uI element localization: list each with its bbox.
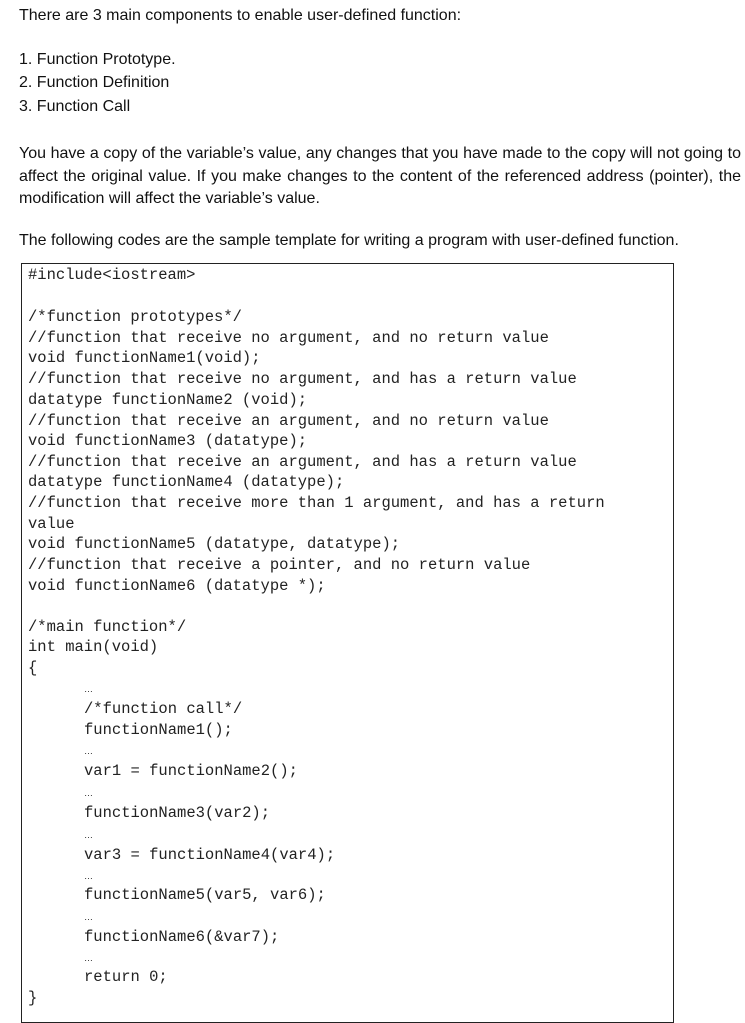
code-line: void functionName3 (datatype); [28, 432, 308, 450]
code-call-line: functionName5(var5, var6); [84, 886, 326, 904]
code-line: //function that receive an argument, and no return value [28, 412, 549, 430]
code-call-line: functionName6(&var7); [84, 928, 280, 946]
explanation-paragraph: You have a copy of the variable’s value, any changes that you have made to the copy will not going to affect the original value. If you make changes to the content of the referenced address (pointer), the modification will affect the variable’s value. [19, 145, 741, 207]
code-open-brace: { [28, 659, 38, 677]
code-call-line: functionName1(); [84, 721, 233, 739]
ellipsis: … [84, 953, 93, 963]
code-line: void functionName6 (datatype *); [28, 577, 326, 595]
template-intro-text: The following codes are the sample template for writing a program with user-defined function. [19, 232, 679, 249]
code-line: //function that receive an argument, and has a return value [28, 453, 577, 471]
code-call-line: functionName3(var2); [84, 804, 271, 822]
code-line: void functionName1(void); [28, 349, 261, 367]
ellipsis: … [84, 746, 93, 756]
intro-text: There are 3 main components to enable user-defined function: [19, 7, 462, 24]
component-item-call: 3. Function Call [19, 98, 131, 115]
ellipsis: … [84, 684, 93, 694]
code-call-line: var3 = functionName4(var4); [84, 846, 336, 864]
code-line: datatype functionName2 (void); [28, 391, 308, 409]
component-item-prototype: 1. Function Prototype. [19, 51, 176, 68]
code-prototypes-comment: /*function prototypes*/ [28, 308, 242, 326]
code-call-line: var1 = functionName2(); [84, 762, 298, 780]
code-close-brace: } [28, 989, 38, 1007]
code-main-signature: int main(void) [28, 638, 159, 656]
code-line: value [28, 515, 75, 533]
ellipsis: … [84, 830, 93, 840]
code-main-comment: /*main function*/ [28, 618, 187, 636]
code-line: datatype functionName4 (datatype); [28, 473, 345, 491]
code-line: void functionName5 (datatype, datatype); [28, 535, 401, 553]
code-line: //function that receive more than 1 argument, and has a return [28, 494, 605, 512]
ellipsis: … [84, 788, 93, 798]
code-line: //function that receive no argument, and has a return value [28, 370, 577, 388]
code-line: //function that receive a pointer, and no return value [28, 556, 531, 574]
code-call-comment: /*function call*/ [84, 700, 243, 718]
code-include: #include<iostream> [28, 266, 196, 284]
ellipsis: … [84, 871, 93, 881]
code-return-line: return 0; [84, 968, 168, 986]
component-item-definition: 2. Function Definition [19, 74, 170, 91]
code-line: //function that receive no argument, and no return value [28, 329, 549, 347]
ellipsis: … [84, 912, 93, 922]
